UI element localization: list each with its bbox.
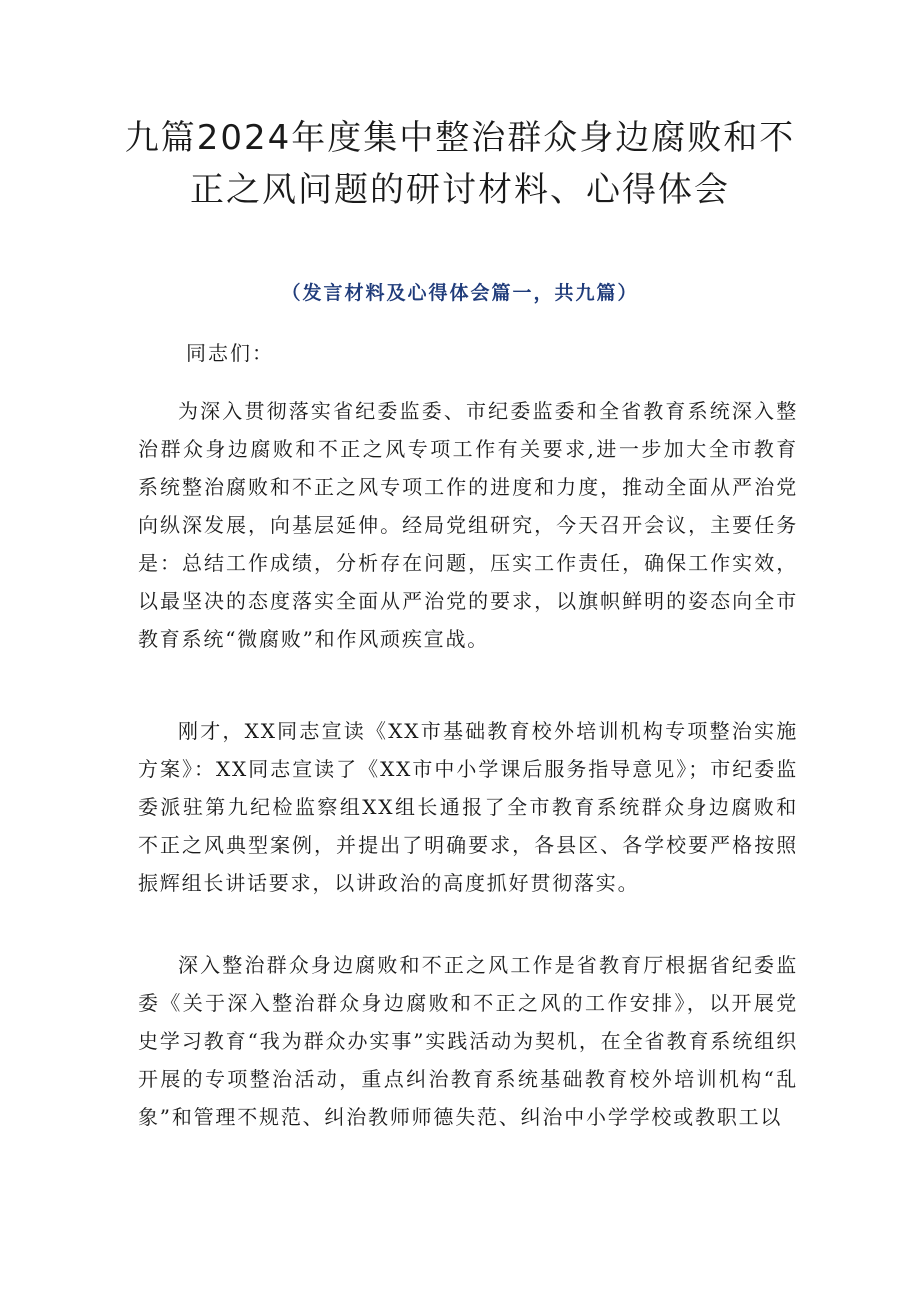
salutation: 同志们： xyxy=(186,341,274,365)
paragraph-1: 为深入贯彻落实省纪委监委、市纪委监委和全省教育系统深入整治群众身边腐败和不正之风专项工作有关要求,进一步加大全市教育系统整治腐败和不正之风专项工作的进度和力度，推动全面从严治党向纵深发展，向基层延伸。经局党组研究，今天召开会议，主要任务是：总结工作成绩，分析存在问题，压实工作责任，确保工作实效，以最坚决的态度落实全面从严治党的要求，以旗帜鲜明的姿态向全市教育系统“微腐败”和作风顽疾宣战。 xyxy=(138,399,798,651)
document-subtitle: （发言材料及心得体会篇一，共九篇） xyxy=(281,282,639,304)
paragraph-3: 深入整治群众身边腐败和不正之风工作是省教育厅根据省纪委监委《关于深入整治群众身边腐败和不正之风的工作安排》，以开展党史学习教育“我为群众办实事”实践活动为契机，在全省教育系统组织开展的专项整治活动，重点纠治教育系统基础教育校外培训机构“乱象”和管理不规范、纠治教师师德失范、纠治中小学学校或教职工以 xyxy=(138,953,798,1129)
paragraph-2: 刚才，XX同志宣读《XX市基础教育校外培训机构专项整治实施方案》：XX同志宣读了《XX市中小学课后服务指导意见》；市纪委监委派驻第九纪检监察组XX组长通报了全市教育系统群众身边腐败和不正之风典型案例，并提出了明确要求，各县区、各学校要严格按照振辉组长讲话要求，以讲政治的高度抓好贯彻落实。 xyxy=(138,719,798,895)
document-title: 九篇2024年度集中整治群众身边腐败和不正之风问题的研讨材料、心得体会 xyxy=(124,118,796,210)
